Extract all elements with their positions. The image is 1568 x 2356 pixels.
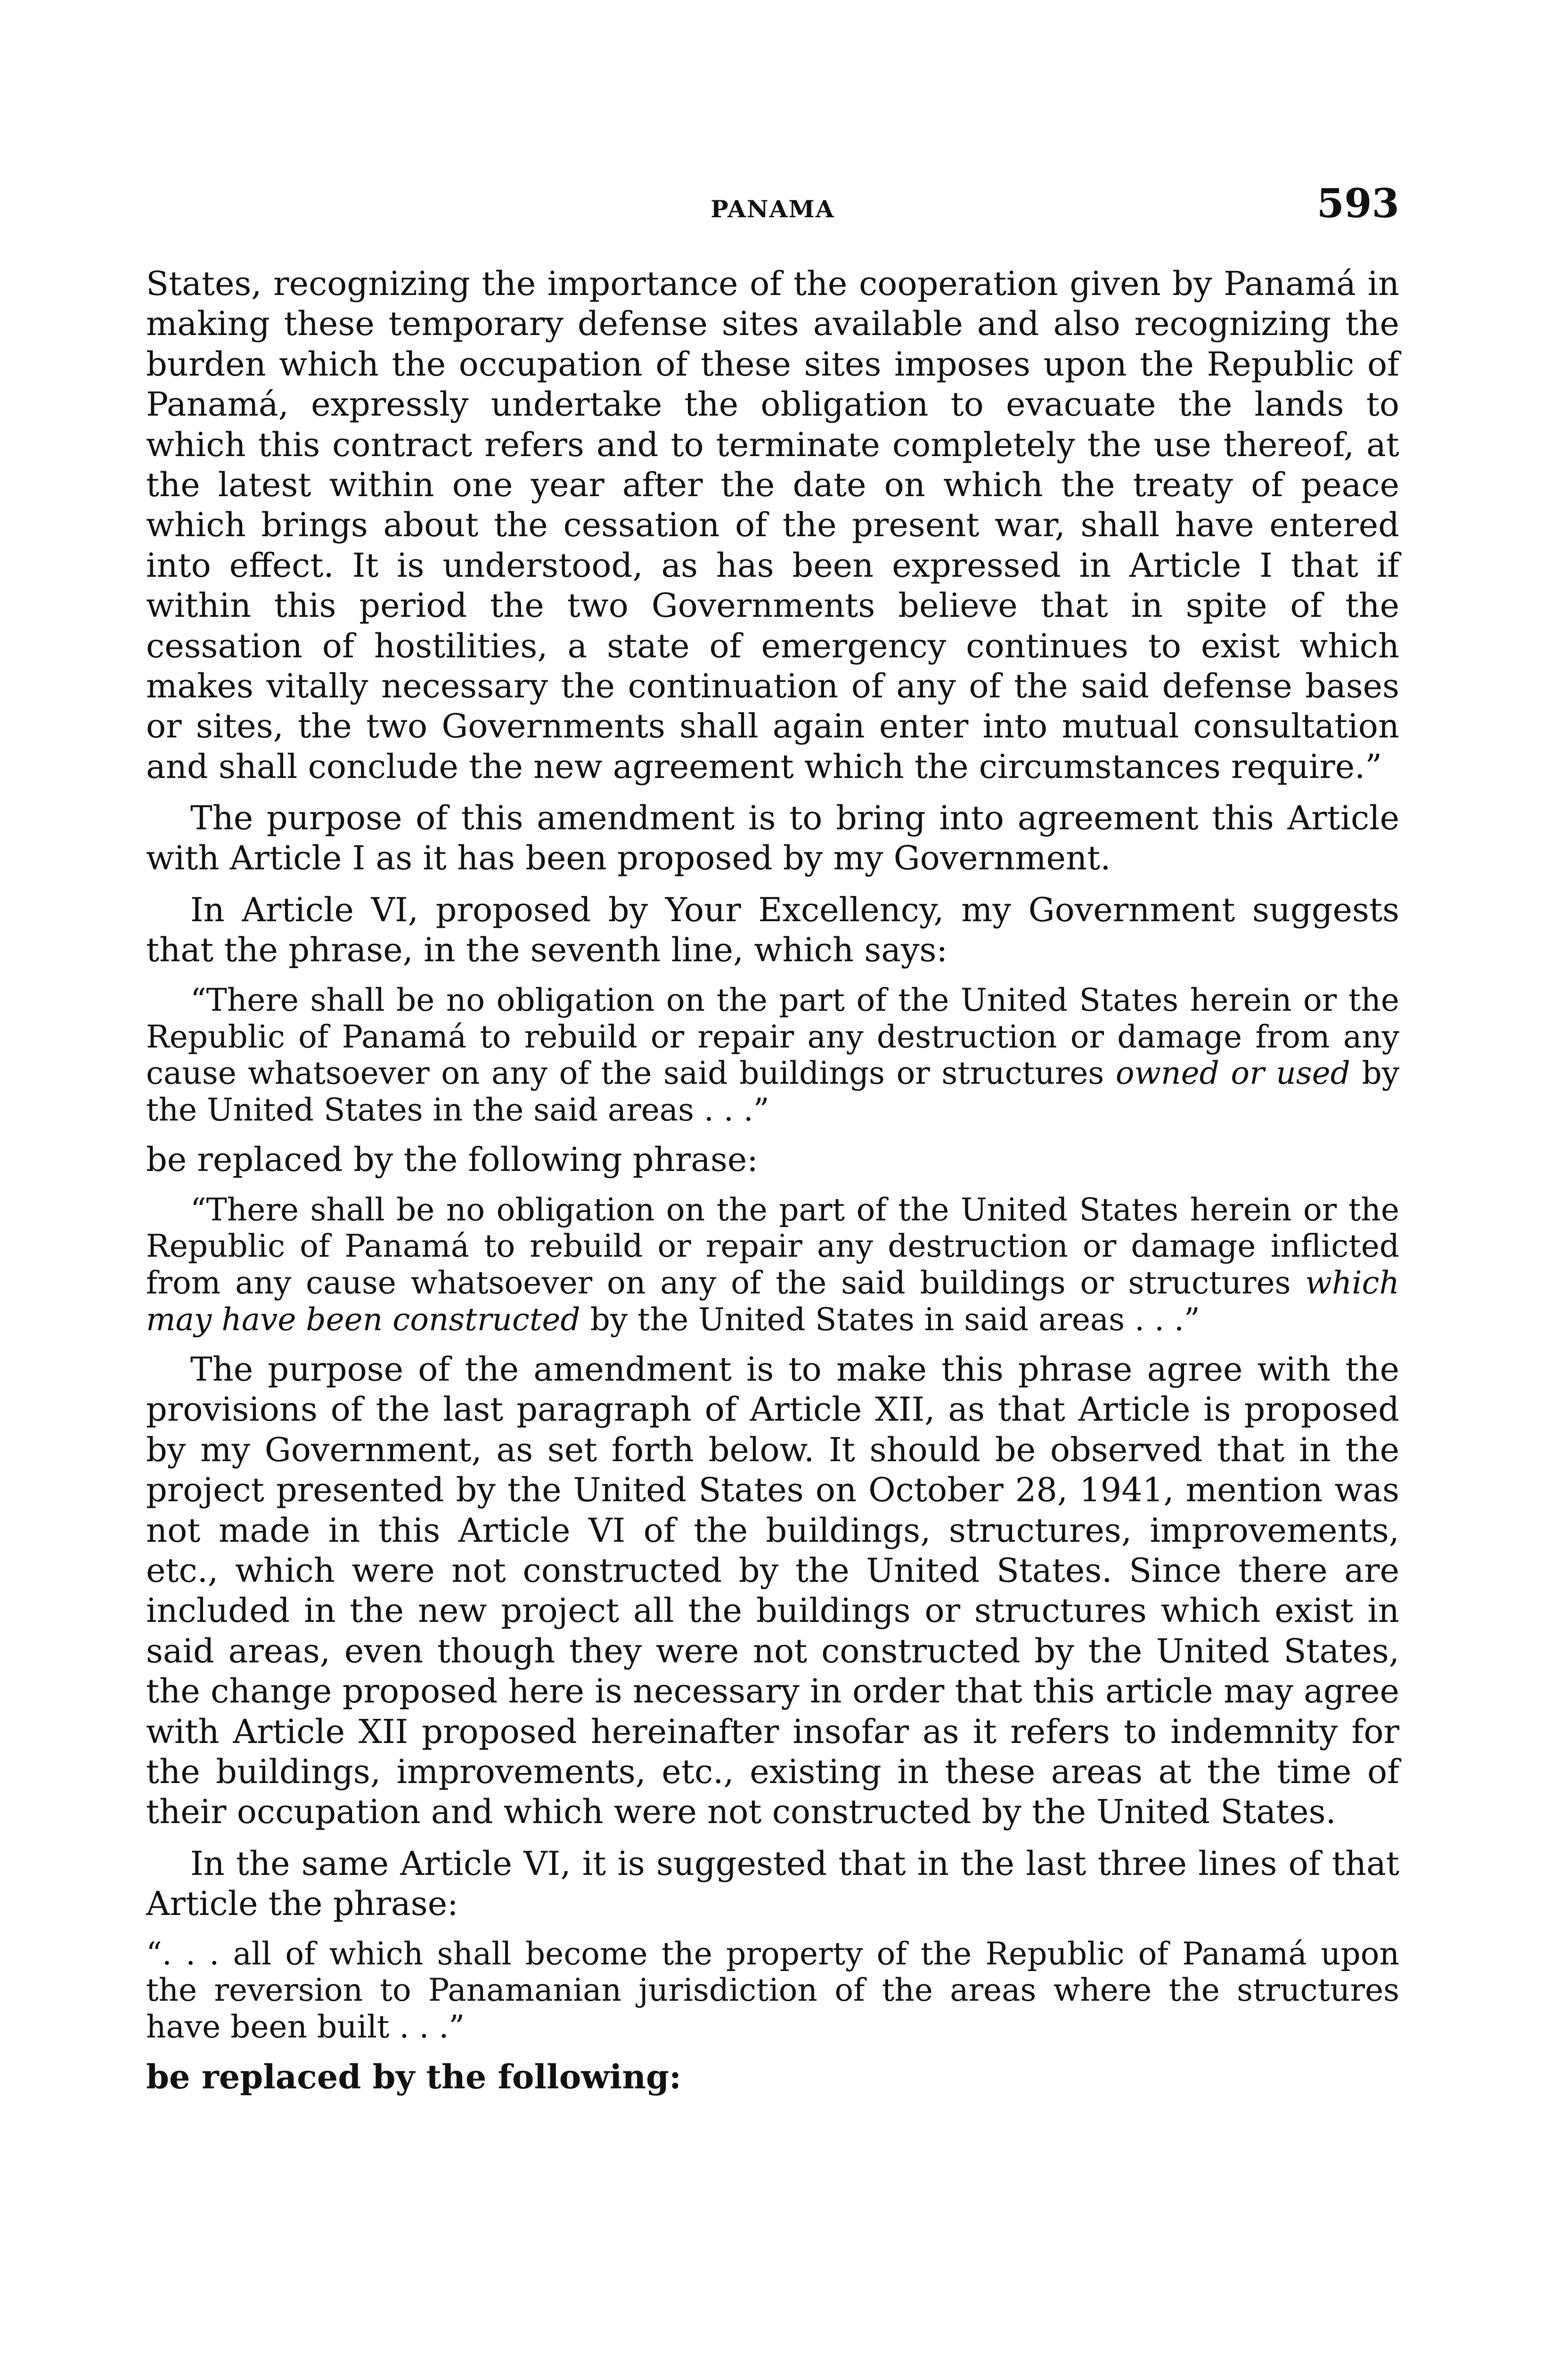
paragraph-amendment-purpose: The purpose of the amendment is to make this phrase agree with the provisions of the last paragraph of Article XII, as that Article is proposed by my Government, as set forth below. It should be observed that in the project presented by the United States on October 28, 1941, mention was not made in this Article VI of the buildings, structures, improvements, etc., which were not constructed by the United States. Since there are included in the new project all the buildings or structures which exist in said areas, even though they were not constructed by the United States, the change proposed here is necessary in order that this article may agree with Article XII proposed hereinafter insofar as it refers to indemnity for the buildings, improvements, etc., existing in these areas at the time of their occupation and which were not constructed by the United States. <box>146 1350 1399 1832</box>
body-text <box>146 264 1399 2097</box>
quote-existing-phrase <box>146 982 1399 1129</box>
quote-existing-italic: owned or used <box>1115 1055 1350 1092</box>
quote-replacement-text-start: “There shall be no obligation on the part of the United States herein or the Republic of Panamá to rebuild or repair any destruction or damage inflicted from any cause whatsoever on any of the said buildings or structures <box>146 1191 1399 1301</box>
paragraph-article-vi-suggestion: In Article VI, proposed by Your Excellency, my Government suggests that the phrase, in the seventh line, which says: <box>146 890 1399 970</box>
document-page <box>146 180 1400 2097</box>
paragraph-replacement-intro: be replaced by the following phrase: <box>146 1140 758 1179</box>
page-number: 593 <box>1316 180 1399 227</box>
paragraph-final-replacement: be replaced by the following: <box>146 2057 681 2097</box>
quote-existing-text-start: “There shall be no obligation on the part of the United States herein or the Republic of Panamá to rebuild or repair any destruction or damage from any cause whatsoever on any of the said buildings or structures <box>146 982 1399 1092</box>
paragraph-continuation: States, recognizing the importance of the cooperation given by Panamá in making these temporary defense sites available and also recognizing the burden which the occupation of these sites imposes upon the Republic of Panamá, expressly undertake the obligation to evacuate the lands to which this contract refers and to terminate completely the use thereof, at the latest within one year after the date on which the treaty of peace which brings about the cessation of the present war, shall have entered into effect. It is understood, as has been expressed in Article I that if within this period the two Governments believe that in spite of the cessation of hostilities, a state of emergency continues to exist which makes vitally necessary the continuation of any of the said defense bases or sites, the two Governments shall again enter into mutual consultation and shall conclude the new agreement which the circumstances require.” <box>146 264 1399 786</box>
paragraph-purpose-article-i: The purpose of this amendment is to bring into agreement this Article with Article I as it has been proposed by my Government. <box>146 799 1399 878</box>
quote-replacement-phrase <box>146 1192 1399 1339</box>
quote-replacement-italic: which may have been constructed <box>146 1265 1400 1338</box>
paragraph-last-three-lines: In the same Article VI, it is suggested that in the last three lines of that Article the phrase: <box>146 1844 1399 1923</box>
page-header <box>146 180 1399 236</box>
running-title: PANAMA <box>710 195 835 223</box>
quote-property-phrase: “. . . all of which shall become the property of the Republic of Panamá upon the reversion to Panamanian jurisdiction of the areas where the structures have been built . . .” <box>146 1935 1399 2045</box>
quote-existing-text-end: by the United States in the said areas . . .” <box>146 1055 1399 1129</box>
quote-replacement-text-end: by the United States in said areas . . .” <box>590 1301 1200 1338</box>
